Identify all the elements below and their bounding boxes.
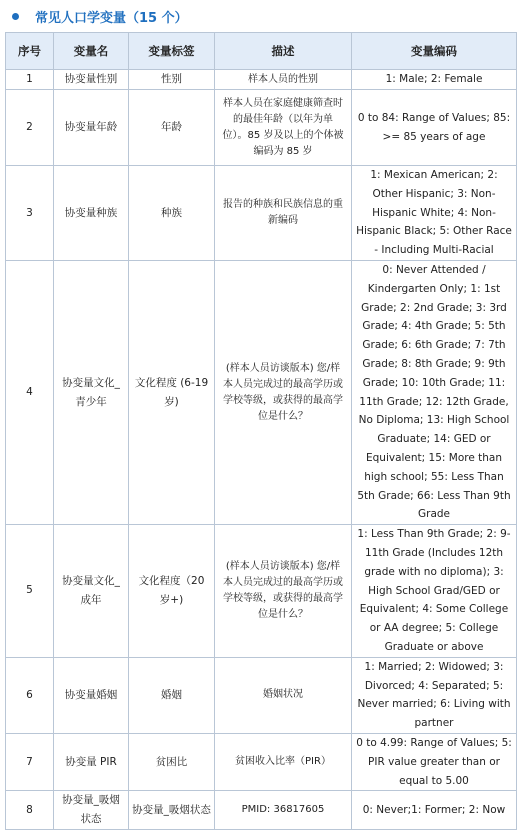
section-heading [0, 0, 524, 32]
header-label: 变量标签 [129, 33, 215, 70]
table-row [6, 70, 517, 90]
cell-no: 5 [6, 525, 54, 658]
cell-code: 0 to 4.99: Range of Values; 5: PIR value greater than or equal to 5.00 [352, 733, 517, 790]
variables-table [5, 32, 517, 830]
cell-name: 协变量种族 [54, 166, 129, 261]
header-no: 序号 [6, 33, 54, 70]
cell-no: 2 [6, 90, 54, 166]
cell-label: 年龄 [129, 90, 215, 166]
table-row [6, 733, 517, 790]
header-code: 变量编码 [352, 33, 517, 70]
cell-no: 4 [6, 261, 54, 525]
bullet-icon [12, 13, 19, 20]
cell-name: 协变量 PIR [54, 733, 129, 790]
cell-desc: 婚姻状况 [215, 657, 352, 733]
cell-code: 0 to 84: Range of Values; 85: >= 85 years of age [352, 90, 517, 166]
table-row [6, 525, 517, 658]
cell-name: 协变量性别 [54, 70, 129, 90]
cell-name: 协变量文化_成年 [54, 525, 129, 658]
cell-code: 1: Male; 2: Female [352, 70, 517, 90]
table-row [6, 90, 517, 166]
cell-code: 1: Mexican American; 2: Other Hispanic; 3: Non-Hispanic White; 4: Non-Hispanic Black; 5: Other Race - Including Multi-Racial [352, 166, 517, 261]
cell-label: 文化程度 (6-19 岁) [129, 261, 215, 525]
cell-no: 8 [6, 791, 54, 830]
cell-name: 协变量_吸烟状态 [54, 791, 129, 830]
cell-no: 1 [6, 70, 54, 90]
cell-no: 3 [6, 166, 54, 261]
table-header-row [6, 33, 517, 70]
cell-no: 6 [6, 657, 54, 733]
cell-label: 性别 [129, 70, 215, 90]
table-row [6, 261, 517, 525]
cell-name: 协变量婚姻 [54, 657, 129, 733]
cell-name: 协变量年龄 [54, 90, 129, 166]
cell-no: 7 [6, 733, 54, 790]
section-title: 常见人口学变量（15 个） [35, 10, 188, 26]
header-desc: 描述 [215, 33, 352, 70]
cell-code: 0: Never;1: Former; 2: Now [352, 791, 517, 830]
cell-label: 贫困比 [129, 733, 215, 790]
cell-code: 1: Married; 2: Widowed; 3: Divorced; 4: Separated; 5: Never married; 6: Living with partner [352, 657, 517, 733]
cell-desc: PMID: 36817605 [215, 791, 352, 830]
table-row [6, 657, 517, 733]
cell-label: 婚姻 [129, 657, 215, 733]
header-name: 变量名 [54, 33, 129, 70]
cell-desc: 样本人员的性别 [215, 70, 352, 90]
cell-code: 1: Less Than 9th Grade; 2: 9-11th Grade (Includes 12th grade with no diploma); 3: High School Grad/GED or Equivalent; 4: Some College or AA degree; 5: College Graduate or above [352, 525, 517, 658]
cell-label: 协变量_吸烟状态 [129, 791, 215, 830]
cell-code: 0: Never Attended / Kindergarten Only; 1: 1st Grade; 2: 2nd Grade; 3: 3rd Grade; 4: 4th Grade; 5: 5th Grade; 6: 6th Grade; 7: 7th Grade; 8: 8th Grade; 9: 9th Grade; 10: 10th Grade; 11: 11th Grade; 12: 12th Grade, No Diploma; 13: High School Graduate; 14: GED or Equivalent; 15: More than high school; 55: Less Than 5th Grade; 66: Less Than 9th Grade [352, 261, 517, 525]
cell-desc: (样本人员访谈版本) 您/样本人员完成过的最高学历或学校等级，或获得的最高学位是什么？ [215, 525, 352, 658]
table-row [6, 791, 517, 830]
table-row [6, 166, 517, 261]
cell-desc: 样本人员在家庭健康筛查时的最佳年龄（以年为单位）。85 岁及以上的个体被编码为 85 岁 [215, 90, 352, 166]
cell-desc: 报告的种族和民族信息的重新编码 [215, 166, 352, 261]
cell-name: 协变量文化_青少年 [54, 261, 129, 525]
cell-desc: (样本人员访谈版本) 您/样本人员完成过的最高学历或学校等级，或获得的最高学位是什么？ [215, 261, 352, 525]
cell-desc: 贫困收入比率（PIR） [215, 733, 352, 790]
cell-label: 种族 [129, 166, 215, 261]
cell-label: 文化程度（20 岁+) [129, 525, 215, 658]
